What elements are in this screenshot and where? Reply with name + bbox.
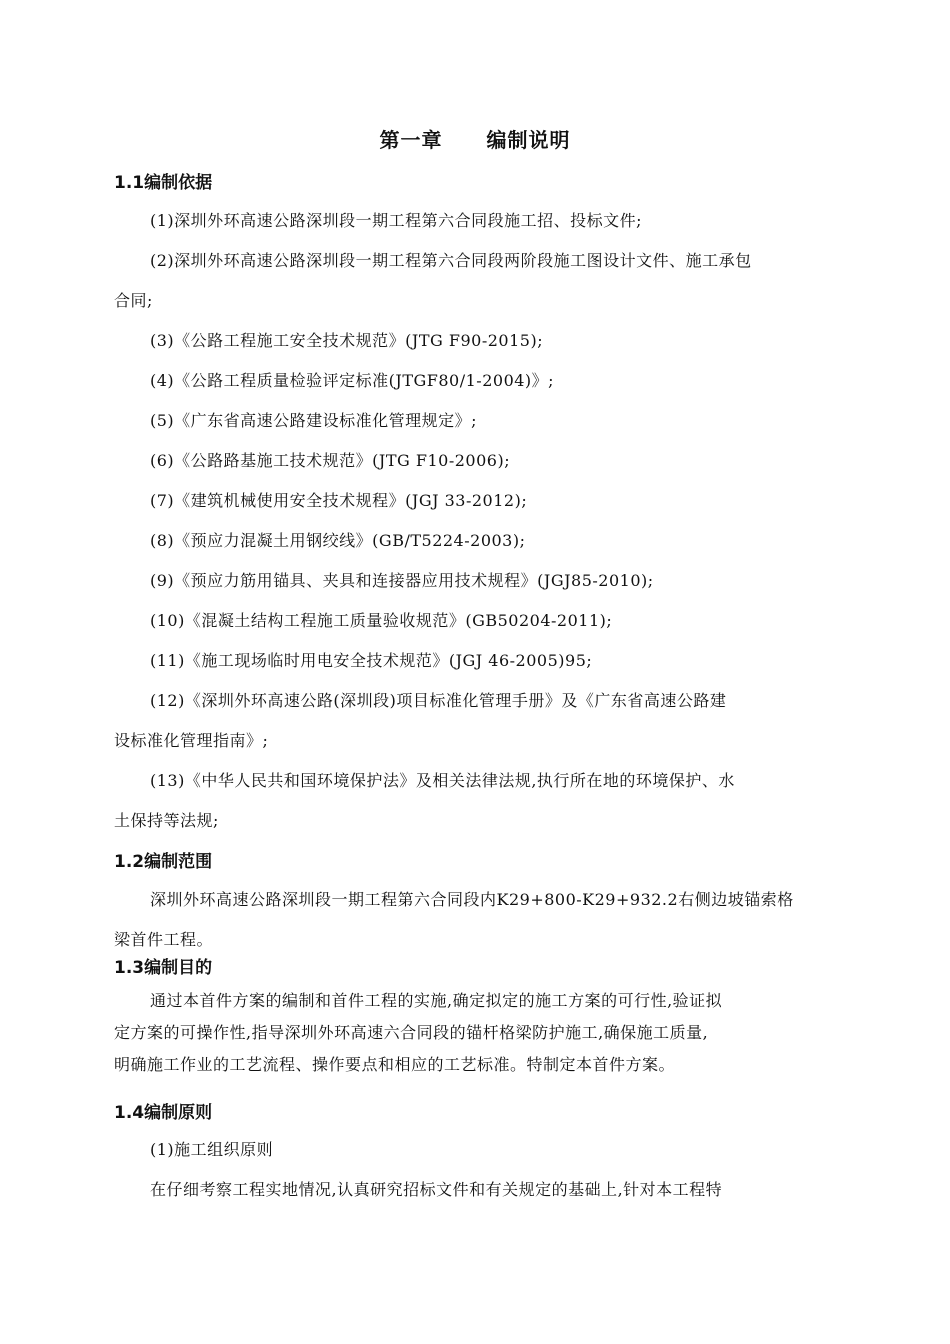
chapter-name: 编制说明 xyxy=(486,128,571,152)
basis-item-12: (12)《深圳外环高速公路(深圳段)项目标准化管理手册》及《广东省高速公路建 xyxy=(150,691,727,710)
basis-item-4: (4)《公路工程质量检验评定标准(JTGF80/1-2004)》; xyxy=(150,371,555,390)
basis-item-9: (9)《预应力筋用锚具、夹具和连接器应用技术规程》(JGJ85-2010); xyxy=(150,571,654,590)
principle-line-2: 在仔细考察工程实地情况,认真研究招标文件和有关规定的基础上,针对本工程特 xyxy=(150,1180,723,1199)
basis-item-13-cont: 土保持等法规; xyxy=(114,811,219,830)
purpose-line-1: 通过本首件方案的编制和首件工程的实施,确定拟定的施工方案的可行性,验证拟 xyxy=(150,991,723,1010)
principle-line-1: (1)施工组织原则 xyxy=(150,1140,274,1159)
basis-item-13: (13)《中华人民共和国环境保护法》及相关法律法规,执行所在地的环境保护、水 xyxy=(150,771,735,790)
purpose-line-2: 定方案的可操作性,指导深圳外环高速六合同段的锚杆格梁防护施工,确保施工质量, xyxy=(114,1023,709,1042)
section-heading-1-4: 1.4编制原则 xyxy=(114,1103,213,1123)
basis-item-7: (7)《建筑机械使用安全技术规程》(JGJ 33-2012); xyxy=(150,491,528,510)
basis-item-8: (8)《预应力混凝土用钢绞线》(GB/T5224-2003); xyxy=(150,531,526,550)
scope-line-2: 梁首件工程。 xyxy=(114,930,214,949)
scope-line-1: 深圳外环高速公路深圳段一期工程第六合同段内K29+800-K29+932.2右侧边坡锚索格 xyxy=(150,890,794,909)
basis-item-5: (5)《广东省高速公路建设标准化管理规定》; xyxy=(150,411,478,430)
basis-item-11: (11)《施工现场临时用电安全技术规范》(JGJ 46-2005)95; xyxy=(150,651,593,670)
basis-item-6: (6)《公路路基施工技术规范》(JTG F10-2006); xyxy=(150,451,511,470)
section-heading-1-3: 1.3编制目的 xyxy=(114,958,213,978)
basis-item-1: (1)深圳外环高速公路深圳段一期工程第六合同段施工招、投标文件; xyxy=(150,211,643,230)
basis-item-10: (10)《混凝土结构工程施工质量验收规范》(GB50204-2011); xyxy=(150,611,613,630)
basis-item-2-cont: 合同; xyxy=(114,291,153,310)
basis-item-12-cont: 设标准化管理指南》; xyxy=(114,731,269,750)
chapter-title xyxy=(0,124,950,153)
purpose-line-3: 明确施工作业的工艺流程、操作要点和相应的工艺标准。特制定本首件方案。 xyxy=(114,1055,676,1074)
section-heading-1-2: 1.2编制范围 xyxy=(114,852,213,872)
chapter-label: 第一章 xyxy=(379,128,443,152)
section-heading-1-1: 1.1编制依据 xyxy=(114,173,213,193)
basis-item-2: (2)深圳外环高速公路深圳段一期工程第六合同段两阶段施工图设计文件、施工承包 xyxy=(150,251,752,270)
basis-item-3: (3)《公路工程施工安全技术规范》(JTG F90-2015); xyxy=(150,331,544,350)
